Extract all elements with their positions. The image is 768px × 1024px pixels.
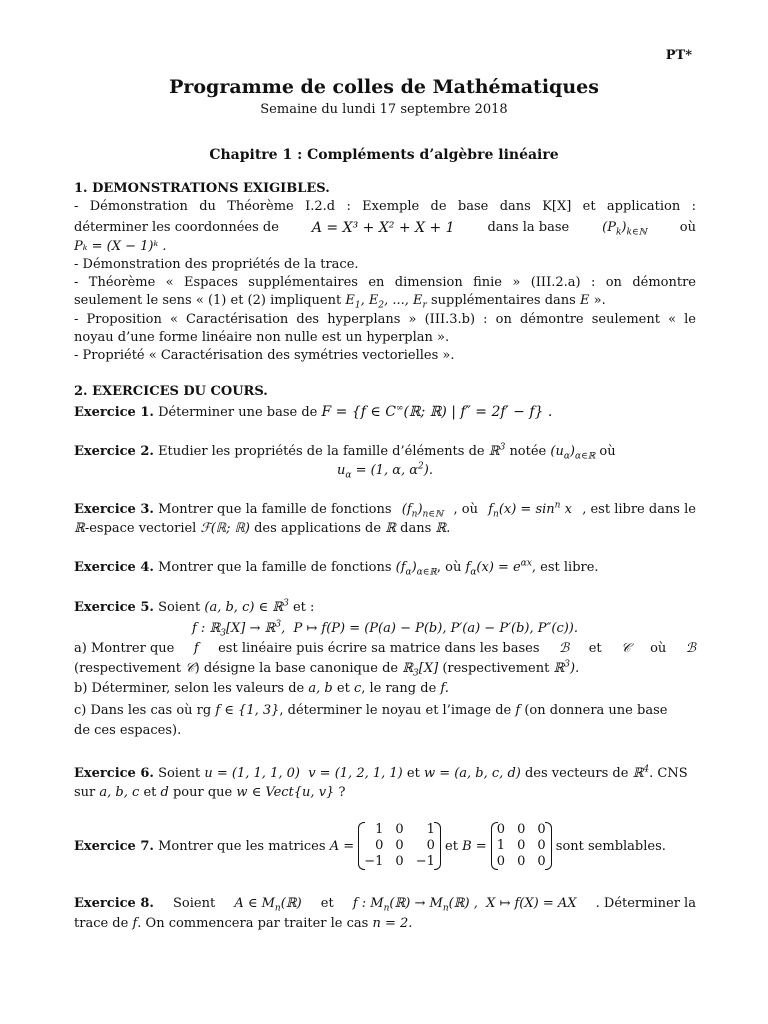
ex3-text3: , est libre dans le — [582, 502, 696, 517]
s1-item1-text-b: dans la base — [487, 220, 570, 235]
ex2-label: Exercice 2. — [74, 444, 154, 459]
ex1-label: Exercice 1. — [74, 405, 154, 420]
matrix-B-cell-2-2: 0 — [537, 854, 546, 869]
matrix-A-cell-2-2: −1 — [415, 854, 435, 869]
formula-A: A = X³ + X² + X + 1 — [311, 220, 455, 236]
ex6-text: Soient — [158, 766, 201, 781]
ex7-text3: sont semblables. — [555, 838, 666, 854]
exercise-6-line1 — [74, 765, 696, 783]
ex6-w: w = (a, b, c, d) — [423, 766, 521, 781]
ex8-text2: et — [320, 896, 334, 911]
ex5-f3: f — [515, 703, 521, 718]
ex2-family: $(u_\alpha)_{\alpha\in ℝ}$ — [550, 444, 596, 462]
space-E: E — [580, 293, 590, 308]
spaces-E: $E_1$, $E_2$, ..., $E_r$ — [345, 293, 427, 311]
ex3-l2a: -espace vectoriel — [84, 521, 197, 536]
ex5-c: c — [353, 681, 362, 696]
ex5-f2: f. — [440, 681, 449, 696]
ex8-f: f : $M_n(ℝ)$ → $M_n(ℝ)$ , X ↦ f(X) = AX — [352, 896, 577, 914]
ex1-text: Déterminer une base de — [158, 405, 318, 420]
s1-item1-line2 — [74, 219, 696, 237]
matrix-B — [491, 822, 552, 870]
ex6-abc: a, b, c — [99, 785, 140, 800]
ex4-label: Exercice 4. — [74, 560, 154, 575]
ex8-text: Soient — [173, 896, 216, 911]
ex3-text2: , où — [453, 502, 478, 517]
ex6-vect: w ∈ Vect{u, v} — [236, 785, 335, 800]
exercise-5-line1 — [74, 599, 696, 617]
ex2-R3: ℝ$^3$ — [488, 442, 506, 459]
ex6-text3: des vecteurs de — [524, 766, 629, 781]
ex5-c-line1 — [74, 702, 696, 720]
ex5-a3: et — [588, 641, 602, 656]
ex3-R2: ℝ — [385, 521, 397, 536]
matrix-A — [358, 822, 441, 870]
ex4-text3: , est libre. — [531, 560, 599, 575]
ex7-label: Exercice 7. — [74, 838, 154, 854]
matrix-B-cell-2-1: 0 — [517, 854, 526, 869]
exercise-8-line2 — [74, 915, 696, 933]
ex5-label: Exercice 5. — [74, 600, 154, 615]
ex7-B-symbol: B = — [462, 838, 487, 854]
ex8-l2: trace de — [74, 916, 129, 931]
ex6-uv: u = (1, 1, 1, 0) v = (1, 2, 1, 1) — [204, 766, 403, 781]
matrix-B-cell-0-1: 0 — [517, 822, 526, 837]
s1-item1-line1: - Démonstration du Théorème I.2.d : Exemple de base dans K[X] et application : — [74, 199, 696, 214]
matrix-A-cell-0-2: 1 — [426, 822, 435, 837]
ex5-a6: ) désigne la base canonique de — [194, 661, 399, 676]
ex5-a2: est linéaire puis écrire sa matrice dans les bases — [218, 641, 540, 656]
matrix-A-cell-1-1: 0 — [395, 838, 404, 853]
ex5-a-line1 — [74, 640, 696, 658]
ex4-family: $(f_\alpha)_{\alpha\in ℝ}$ — [395, 560, 437, 578]
ex6-R4: ℝ$^4$ — [632, 764, 650, 781]
ex6-l2d: ? — [338, 785, 346, 800]
ex3-l2b: des applications de — [254, 521, 382, 536]
ex2-text2: notée — [509, 444, 547, 459]
s1-item4-line2: noyau d’une forme linéaire non nulle est un hyperplan ». — [74, 330, 450, 345]
ex5-C: 𝒞 — [621, 641, 631, 656]
ex3-R3: ℝ. — [435, 521, 451, 536]
exercise-7 — [74, 820, 666, 872]
matrix-B-cell-1-2: 0 — [537, 838, 546, 853]
exercise-3-line2 — [74, 520, 696, 538]
ex5-ab: a, b — [308, 681, 333, 696]
ex3-R: ℝ — [74, 521, 85, 536]
ex4-text2: , où — [436, 560, 462, 575]
ex5-a1: a) Montrer que — [74, 641, 175, 656]
ex5-c-line2: de ces espaces). — [74, 723, 182, 738]
ex5-R3: ℝ$^3$). — [553, 659, 580, 676]
ex7-text: Montrer que les matrices — [158, 838, 326, 854]
ex5-R3X: ℝ$_3$[X] — [402, 661, 439, 679]
exercise-1 — [74, 403, 696, 422]
ex5-c-text: c) Dans les cas où rg — [74, 703, 212, 718]
ex3-fn: $f_n(x) = \sin^n x$ — [488, 500, 572, 520]
matrix-B-cell-0-2: 0 — [537, 822, 546, 837]
ex8-l2b: . On commencera par traiter le cas — [137, 916, 369, 931]
ex6-l2a: sur — [74, 785, 96, 800]
matrix-B-cell-0-0: 0 — [496, 822, 506, 837]
ex5-rg: f ∈ {1, 3} — [215, 703, 280, 718]
matrix-A-cell-2-1: 0 — [395, 854, 404, 869]
ex2-text3: où — [599, 444, 616, 459]
section1-heading: 1. DEMONSTRATIONS EXIGIBLES. — [74, 181, 330, 196]
s1-item5: - Propriété « Caractérisation des symétries vectorielles ». — [74, 348, 455, 363]
exercise-6-line2 — [74, 784, 696, 802]
ex6-l2c: pour que — [172, 785, 233, 800]
ex3-text: Montrer que la famille de fonctions — [158, 502, 392, 517]
ex5-c2: , déterminer le noyau et l’image de — [279, 703, 512, 718]
ex3-label: Exercice 3. — [74, 502, 154, 517]
section2-heading: 2. EXERCICES DU COURS. — [74, 384, 268, 399]
ex5-c3: (on donnera une base — [524, 703, 668, 718]
matrix-A-cell-1-0: 0 — [375, 838, 384, 853]
s1-item3-text-c: ». — [593, 293, 606, 308]
ex5-b-text: b) Déterminer, selon les valeurs de — [74, 681, 305, 696]
exercise-8-line1 — [74, 895, 696, 913]
s1-item4-line1: - Proposition « Caractérisation des hyperplans » (III.3.b) : on démontre seulement « le — [74, 312, 696, 327]
matrix-A-cell-0-1: 0 — [395, 822, 404, 837]
ex8-n2: n = 2. — [372, 916, 413, 931]
ex5-text2: et : — [292, 600, 315, 615]
s1-item3-line1: - Théorème « Espaces supplémentaires en dimension finie » (III.2.a) : on démontre — [74, 275, 696, 290]
matrix-A-cell-0-0: 1 — [375, 822, 384, 837]
chapter-title: Chapitre 1 : Compléments d’algèbre linéaire — [209, 147, 559, 163]
matrix-A-cell-1-2: 0 — [426, 838, 435, 853]
s1-item2: - Démonstration des propriétés de la trace. — [74, 257, 359, 272]
ex4-text: Montrer que la famille de fonctions — [158, 560, 392, 575]
s1-item3-line2 — [74, 292, 696, 310]
matrix-B-cell-1-0: 1 — [496, 838, 506, 853]
page-subtitle: Semaine du lundi 17 septembre 2018 — [260, 102, 508, 117]
ex2-text: Etudier les propriétés de la famille d’éléments de — [158, 444, 485, 459]
s1-item1-text-a: déterminer les coordonnées de — [74, 220, 279, 235]
ex5-B: ℬ — [559, 641, 570, 656]
ex6-text2: et — [406, 766, 420, 781]
ex5-a-line2 — [74, 660, 696, 678]
ex6-d: d — [160, 785, 169, 800]
ex8-label: Exercice 8. — [74, 896, 154, 911]
exercise-3-line1 — [74, 501, 696, 519]
ex3-space: ℱ(ℝ; ℝ) — [200, 521, 250, 536]
ex6-text4: . CNS — [649, 766, 688, 781]
ex1-formula: F = {f ∈ C∞(ℝ; ℝ) | f″ = 2f′ − f} . — [321, 403, 553, 420]
exercise-2 — [74, 443, 696, 461]
ex5-B2: ℬ — [685, 641, 696, 656]
ex6-label: Exercice 6. — [74, 766, 154, 781]
ex5-a7: (respectivement — [442, 661, 550, 676]
ex5-b — [74, 680, 696, 698]
s1-item3-text-a: seulement le sens « (1) et (2) impliquent — [74, 293, 342, 308]
matrix-B-cell-1-1: 0 — [517, 838, 526, 853]
ex8-f2: f — [132, 916, 138, 931]
ex8-A: A ∈ $M_n(ℝ)$ — [234, 896, 302, 914]
ex2-formula: $u_\alpha = (1$, α, $\alpha^2$). — [337, 461, 433, 481]
ex5-b3: , le rang de — [361, 681, 437, 696]
ex7-A-symbol: A = — [329, 838, 355, 854]
ex5-text: Soient — [158, 600, 201, 615]
ex7-text2: et — [445, 838, 458, 854]
ex5-abc: (a, b, c) ∈ ℝ$^3$ — [204, 598, 289, 615]
ex5-f: f — [193, 641, 199, 656]
ex3-family: $(f_n)_{n\in ℕ}$ — [401, 502, 444, 520]
matrix-A-cell-2-0: −1 — [364, 854, 384, 869]
exercise-4 — [74, 559, 696, 577]
family-Pk: $(P_k)_{k\in ℕ}$ — [602, 220, 647, 238]
matrix-B-cell-2-0: 0 — [496, 854, 506, 869]
ex8-text3: . Déterminer la — [595, 896, 696, 911]
s1-item3-text-b: supplémentaires dans — [430, 293, 576, 308]
ex5-a4: où — [650, 641, 667, 656]
ex4-fa: $f_\alpha(x) = e^{\alpha x}$ — [465, 558, 532, 578]
ex5-C2: 𝒞 — [185, 661, 195, 676]
ex5-a5: (respectivement — [74, 661, 181, 676]
page-title: Programme de colles de Mathématiques — [169, 76, 599, 98]
page-tag: PT* — [665, 48, 692, 63]
ex6-l2b: et — [143, 785, 157, 800]
ex5-b2: et — [336, 681, 350, 696]
s1-item1-text-c: où — [679, 220, 696, 235]
ex5-formula: f : ℝ$_3$[X] → ℝ$^3$, P ↦ f(P) = (P(a) − P(b), P′(a) − P′(b), P″(c)). — [191, 619, 578, 639]
ex3-l2c: dans — [400, 521, 432, 536]
s1-item1-line3: Pₖ = (X − 1)ᵏ . — [74, 239, 167, 254]
